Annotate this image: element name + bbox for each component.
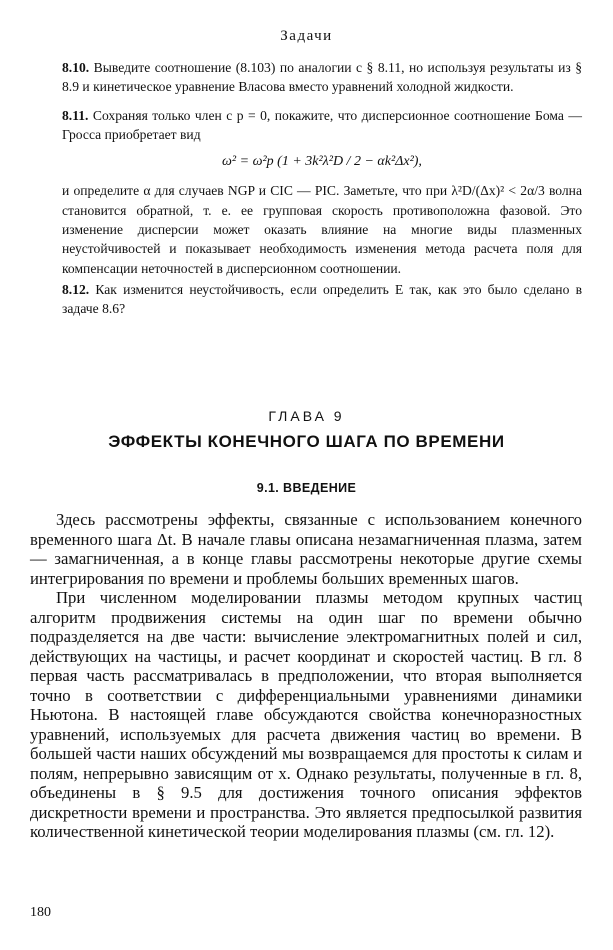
problem-8-11 bbox=[62, 106, 582, 145]
problem-number: 8.10. bbox=[62, 60, 90, 75]
problems-section bbox=[62, 58, 582, 319]
problem-text: Выведите соотношение (8.103) по аналогии с § 8.11, но используя результаты из § 8.9 и кинетическое уравнение Власова вместо уравнений холодной жидкости. bbox=[62, 60, 582, 95]
page-number: 180 bbox=[30, 905, 51, 920]
running-head: Задачи bbox=[280, 28, 333, 44]
paragraph: Здесь рассмотрены эффекты, связанные с использованием конечного временного шага Δt. В начале главы описана незамагниченная плазма, затем — замагниченная, а в конце главы рассмотрены некоторые другие схемы интегрирования по времени и проблемы больших временных шагов. bbox=[30, 510, 582, 588]
problem-8-10 bbox=[62, 58, 582, 97]
problem-8-11-continued bbox=[62, 181, 582, 277]
chapter-body bbox=[30, 510, 582, 842]
problem-number: 8.12. bbox=[62, 281, 90, 297]
chapter-label: ГЛАВА 9 bbox=[268, 408, 345, 424]
section-title: 9.1. ВВЕДЕНИЕ bbox=[256, 481, 357, 495]
dispersion-formula: ω² = ω²p (1 + 3k²λ²D / 2 − αk²Δx²), bbox=[222, 154, 422, 170]
problem-text: и определите α для случаев NGP и CIC — PIC. Заметьте, что при λ²D/(Δx)² < 2α/3 волна становится обратной, т. е. ее групповая скорость противоположна фазовой. Это изменение дисперсии может оказать влияние на многие виды плазменных неустойчивостей и показывает необходимость изменения метода расчета поля для компенсации неточностей в дисперсионном соотношении. bbox=[62, 183, 582, 276]
problem-text: Сохраняя только член с p = 0, покажите, что дисперсионное соотношение Бома — Гросса приобретает вид bbox=[62, 107, 582, 142]
problem-8-12 bbox=[62, 280, 582, 319]
paragraph: При численном моделировании плазмы методом крупных частиц алгоритм продвижения системы на один шаг по времени обычно подразделяется на две части: вычисление электромагнитных полей и сил, действующих на частицы, и расчет координат и скоростей частиц. В гл. 8 первая часть рассматривалась в предположении, что вторая выполняется точно в соответствии с дифференциальными уравнениями динамики Ньютона. В настоящей главе обсуждаются свойства конечноразностных уравнений, используемых для расчета движения частиц во времени. В большей части наших обсуждений мы возвращаемся для простоты к силам и полям, непрерывно зависящим от x. Однако результаты, полученные в гл. 8, объединены в § 9.5 для достижения точного описания эффектов дискретности времени и пространства. Это является предпосылкой развития количественной кинетической теории моделирования плазмы (см. гл. 12). bbox=[30, 588, 582, 841]
problem-text: Как изменится неустойчивость, если определить E так, как это было сделано в задаче 8.6? bbox=[62, 281, 582, 317]
problem-number: 8.11. bbox=[62, 107, 89, 123]
chapter-title: ЭФФЕКТЫ КОНЕЧНОГО ШАГА ПО ВРЕМЕНИ bbox=[108, 432, 505, 451]
